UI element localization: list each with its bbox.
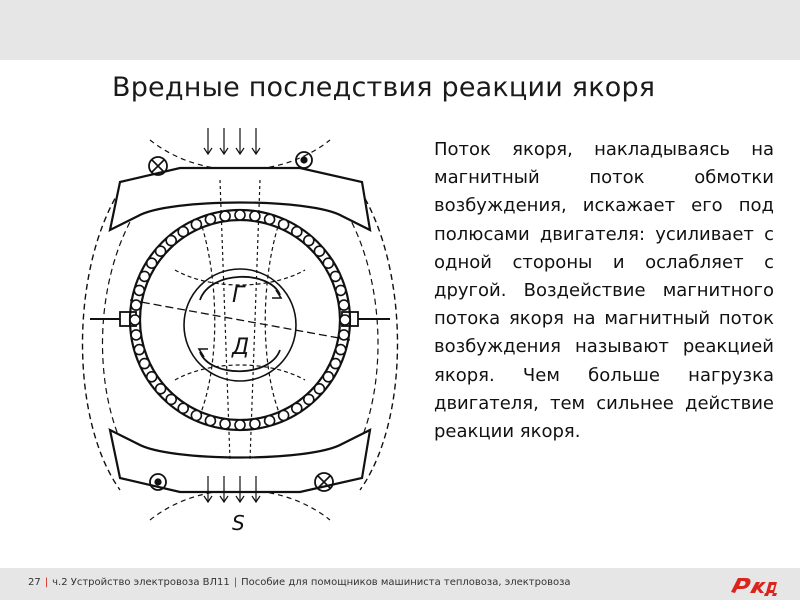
conductor-bead bbox=[156, 384, 166, 394]
conductor-bead bbox=[191, 220, 201, 230]
conductor-bead bbox=[178, 403, 188, 413]
footer-course: Пособие для помощников машиниста тепловоза, электровоза bbox=[241, 577, 571, 588]
conductor-bead bbox=[131, 300, 141, 310]
pole-label: S bbox=[232, 511, 245, 535]
armature-reaction-diagram bbox=[80, 120, 400, 540]
conductor-bead bbox=[235, 420, 245, 430]
conductor-bead bbox=[304, 394, 314, 404]
conductor-bead bbox=[265, 416, 275, 426]
conductor-bead bbox=[323, 258, 333, 268]
motor-label: Д bbox=[232, 335, 250, 360]
conductor-bead bbox=[140, 359, 150, 369]
conductor-bead bbox=[134, 345, 144, 355]
conductor-bead bbox=[304, 236, 314, 246]
conductor-bead bbox=[191, 411, 201, 421]
conductor-bead bbox=[331, 271, 341, 281]
conductor-bead bbox=[147, 372, 157, 382]
conductor-bead bbox=[140, 271, 150, 281]
footer-separator: | bbox=[233, 577, 238, 588]
conductor-bead bbox=[279, 220, 289, 230]
conductor-bead bbox=[250, 419, 260, 429]
conductor-bead bbox=[331, 359, 341, 369]
conductor-bead bbox=[166, 394, 176, 404]
conductor-bead bbox=[336, 285, 346, 295]
conductor-bead bbox=[292, 403, 302, 413]
conductor-bead bbox=[220, 211, 230, 221]
conductor-bead bbox=[156, 246, 166, 256]
conductor-bead bbox=[250, 211, 260, 221]
conductor-bead bbox=[339, 300, 349, 310]
footer bbox=[28, 577, 571, 588]
header-band bbox=[0, 0, 800, 60]
conductor-bead bbox=[340, 315, 350, 325]
slide-title: Вредные последствия реакции якоря bbox=[112, 72, 656, 103]
conductor-bead bbox=[131, 330, 141, 340]
footer-separator: | bbox=[44, 577, 49, 588]
conductor-bead bbox=[314, 384, 324, 394]
conductor-bead bbox=[235, 210, 245, 220]
conductor-bead bbox=[220, 419, 230, 429]
page-number: 27 bbox=[28, 577, 41, 588]
conductor-bead bbox=[205, 214, 215, 224]
conductor-bead bbox=[205, 416, 215, 426]
conductor-bead bbox=[279, 411, 289, 421]
conductor-bead bbox=[147, 258, 157, 268]
generator-label: Г bbox=[232, 283, 245, 308]
conductor-bead bbox=[166, 236, 176, 246]
conductor-bead bbox=[314, 246, 324, 256]
conductor-bead bbox=[292, 227, 302, 237]
conductor-bead bbox=[323, 372, 333, 382]
body-paragraph: Поток якоря, накладываясь на магнитный поток обмотки возбуждения, искажает его под полюсами двигателя: усиливает с одной стороны и ослабляет с другой. Воздействие магнитного потока якоря на магнитный поток возбуждения называют реакцией якоря. Чем больше нагрузка двигателя, тем сильнее действие реакции якоря. bbox=[434, 139, 774, 443]
conductor-bead bbox=[178, 227, 188, 237]
conductor-bead bbox=[130, 315, 140, 325]
rzd-logo bbox=[728, 574, 780, 596]
conductor-bead bbox=[134, 285, 144, 295]
conductor-bead bbox=[336, 345, 346, 355]
footer-part: ч.2 Устройство электровоза ВЛ11 bbox=[52, 577, 230, 588]
conductor-bead bbox=[265, 214, 275, 224]
conductor-bead bbox=[339, 330, 349, 340]
